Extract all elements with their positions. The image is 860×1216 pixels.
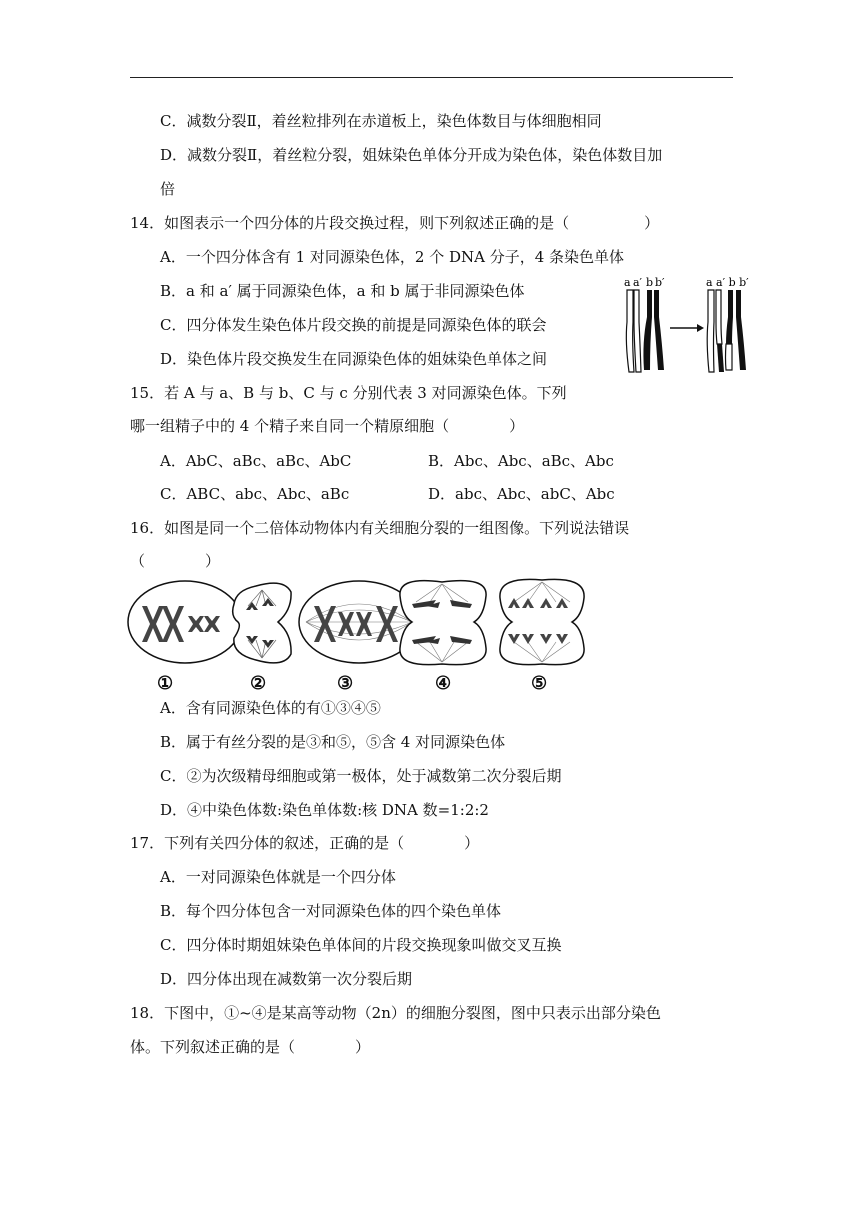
q14-fig-label-b-prime: b′ <box>655 276 665 289</box>
q16-stem-cont: （ ） <box>130 552 221 570</box>
q16-label-3: ③ <box>337 673 354 694</box>
q18-stem: 18．下图中，①~④是某高等动物（2n）的细胞分裂图，图中只表示出部分染色 <box>130 1004 661 1022</box>
q15-option-b: B．Abc、Abc、aBc、Abc <box>428 452 614 470</box>
q16-option-a: A．含有同源染色体的有①③④⑤ <box>160 699 381 717</box>
q15-option-c: C．ABC、abc、Abc、aBc <box>160 485 350 503</box>
q14-fig-label-b: b <box>646 276 654 289</box>
q14-crossover-figure <box>620 272 758 378</box>
q13-option-c: C．减数分裂Ⅱ，着丝粒排列在赤道板上，染色体数目与体细胞相同 <box>160 112 602 130</box>
q14-option-a: A．一个四分体含有 1 对同源染色体，2 个 DNA 分子，4 条染色单体 <box>160 248 625 266</box>
q17-option-a: A．一对同源染色体就是一个四分体 <box>160 868 396 886</box>
q13-option-d-cont: 倍 <box>160 180 176 198</box>
q14-option-b: B．a 和 a′ 属于同源染色体，a 和 b 属于非同源染色体 <box>160 282 525 300</box>
q16-cell-division-figure <box>126 576 588 670</box>
q13-option-d: D．减数分裂Ⅱ，着丝粒分裂，姐妹染色单体分开成为染色体，染色体数目加 <box>160 146 663 164</box>
q14-option-d: D．染色体片段交换发生在同源染色体的姐妹染色单体之间 <box>160 350 548 368</box>
q16-label-1: ① <box>157 673 174 694</box>
q16-label-5: ⑤ <box>531 673 548 694</box>
q16-stem: 16．如图是同一个二倍体动物体内有关细胞分裂的一组图像。下列说法错误 <box>130 519 630 537</box>
q16-option-b: B．属于有丝分裂的是③和⑤，⑤含 4 对同源染色体 <box>160 733 506 751</box>
q15-option-d: D．abc、Abc、abC、Abc <box>428 485 615 503</box>
q15-stem-cont: 哪一组精子中的 4 个精子来自同一个精原细胞（ ） <box>130 417 525 435</box>
q16-label-2: ② <box>250 673 267 694</box>
header-rule <box>130 77 733 78</box>
q14-option-c: C．四分体发生染色体片段交换的前提是同源染色体的联会 <box>160 316 547 334</box>
q15-option-a: A．AbC、aBc、aBc、AbC <box>160 452 352 470</box>
q14-fig-label-a: a <box>624 276 631 289</box>
q14-stem: 14．如图表示一个四分体的片段交换过程，则下列叙述正确的是（ ） <box>130 214 660 232</box>
q14-fig-label-a-prime: a′ <box>633 276 643 289</box>
q16-label-4: ④ <box>435 673 452 694</box>
q17-option-c: C．四分体时期姐妹染色单体间的片段交换现象叫做交叉互换 <box>160 936 562 954</box>
q18-stem-cont: 体。下列叙述正确的是（ ） <box>130 1038 371 1056</box>
q15-stem: 15．若 A 与 a、B 与 b、C 与 c 分别代表 3 对同源染色体。下列 <box>130 384 567 402</box>
q17-option-b: B．每个四分体包含一对同源染色体的四个染色单体 <box>160 902 502 920</box>
q17-stem: 17．下列有关四分体的叙述，正确的是（ ） <box>130 834 480 852</box>
q17-option-d: D．四分体出现在减数第一次分裂后期 <box>160 970 413 988</box>
q16-option-d: D．④中染色体数:染色单体数:核 DNA 数=1:2:2 <box>160 801 489 819</box>
svg-text:a a′ b b′: a a′ b b′ <box>706 276 749 289</box>
q16-option-c: C．②为次级精母细胞或第一极体，处于减数第二次分裂后期 <box>160 767 562 785</box>
